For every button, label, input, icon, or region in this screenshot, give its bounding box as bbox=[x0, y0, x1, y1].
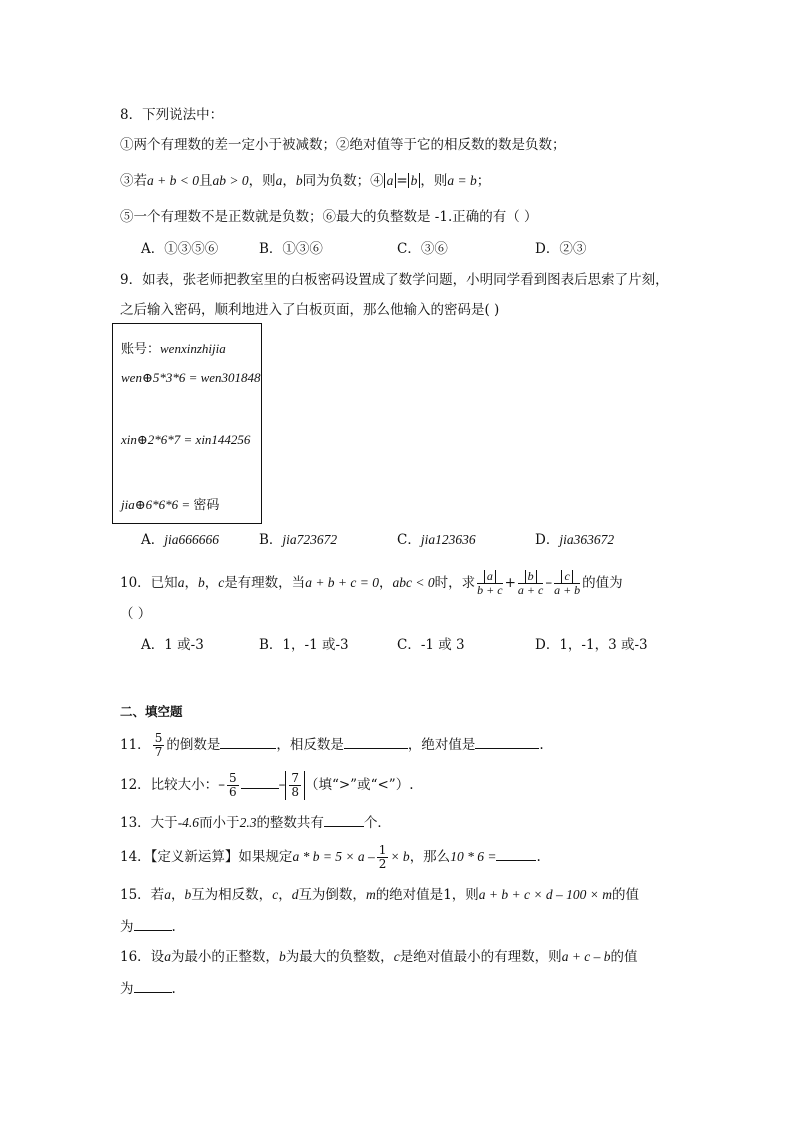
abs-fraction: $\frac{7}{8}$ bbox=[285, 771, 305, 800]
answer-blank[interactable] bbox=[134, 980, 172, 993]
q11: 11． $\frac{5}{7}$ 的倒数是 ，相反数是 ，绝对值是 . bbox=[120, 731, 544, 759]
q8-option-a[interactable]: A．①③⑤⑥ bbox=[141, 241, 219, 257]
q8-statement-line3: ⑤一个有理数不是正数就是负数；⑥最大的负整数是 -1.正确的有（ ） bbox=[120, 209, 538, 225]
q10-option-d[interactable]: D．1，-1，3 或-3 bbox=[535, 637, 648, 653]
answer-blank[interactable] bbox=[134, 918, 172, 931]
fraction-abs-b: $\frac{b}{a + c}$ bbox=[517, 569, 544, 597]
q9-line2: 之后输入密码，顺利地进入了白板页面，那么他输入的密码是( ) bbox=[120, 302, 500, 318]
example-row-2: xin⊕2*6*7 = xin144256 bbox=[121, 432, 251, 447]
abs-b: b bbox=[408, 173, 421, 188]
q10-option-b[interactable]: B．1，-1 或-3 bbox=[259, 637, 349, 653]
answer-blank[interactable] bbox=[241, 776, 279, 789]
q9-option-b[interactable]: B．jia723672 bbox=[259, 532, 338, 548]
q8-option-d[interactable]: D．②③ bbox=[535, 241, 587, 257]
example-row-1: wen⊕5*3*6 = wen301848 bbox=[121, 370, 261, 385]
fraction-abs-a: $\frac{a}{b + c}$ bbox=[477, 569, 503, 597]
password-table bbox=[112, 323, 262, 524]
q8-stem: 8．下列说法中： bbox=[120, 107, 224, 123]
fraction-1-2: $\frac{1}{2}$ bbox=[378, 843, 387, 871]
q15-line2: 为 . bbox=[120, 919, 176, 935]
answer-blank[interactable] bbox=[220, 736, 276, 749]
fraction-5-6: $\frac{5}{6}$ bbox=[228, 771, 237, 799]
answer-blank[interactable] bbox=[324, 814, 364, 827]
q16-line2: 为 . bbox=[120, 981, 176, 997]
q16-line1: 16．设a为最小的正整数，b为最大的负整数，c是绝对值最小的有理数，则a + c – b的值 bbox=[120, 949, 638, 965]
q8-condition1: a + b < 0 bbox=[147, 173, 199, 188]
q9-option-c[interactable]: C．jia123636 bbox=[397, 532, 476, 548]
answer-blank[interactable] bbox=[475, 736, 539, 749]
q14: 14．【定义新运算】如果规定a * b = 5 × a – $\frac{1}{2}$ × b，那么10 * 6 = . bbox=[120, 843, 541, 871]
q10-option-a[interactable]: A．1 或-3 bbox=[141, 637, 204, 653]
q8-statement-line2: ③若a + b < 0且ab > 0，则a，b同为负数；④ a = b ，则a = b； bbox=[120, 173, 491, 189]
abs-a: a bbox=[384, 173, 397, 188]
fraction-abs-c: $\frac{c}{a + b}$ bbox=[554, 569, 581, 597]
q8-option-c[interactable]: C．③⑥ bbox=[397, 241, 448, 257]
fraction-5-7: $\frac{5}{7}$ bbox=[154, 731, 163, 759]
q9-line1: 9．如表，张老师把教室里的白板密码设置成了数学问题，小明同学看到图表后思索了片刻， bbox=[120, 272, 669, 288]
password-row: jia⊕6*6*6 = 密码 bbox=[121, 497, 220, 513]
q12: 12．比较大小：– $\frac{5}{6}$ – $\frac{7}{8}$ （填“>”或“<”）. bbox=[120, 771, 414, 799]
q15-line1: 15．若a，b互为相反数，c，d互为倒数，m的绝对值是1，则a + b + c × d – 100 × m的值 bbox=[120, 887, 639, 903]
q9-option-a[interactable]: A．jia666666 bbox=[141, 532, 220, 548]
answer-blank[interactable] bbox=[496, 848, 536, 861]
q9-option-d[interactable]: D．jia363672 bbox=[535, 532, 615, 548]
q8-condition2: ab > 0 bbox=[212, 173, 249, 188]
q8-option-b[interactable]: B．①③⑥ bbox=[259, 241, 323, 257]
answer-blank[interactable] bbox=[344, 736, 408, 749]
q8-statement-line1: ①两个有理数的差一定小于被减数；②绝对值等于它的相反数的数是负数； bbox=[120, 137, 566, 153]
account-row: 账号：wenxinzhijia bbox=[121, 341, 226, 357]
q10-line1: 10．已知a，b，c是有理数，当a + b + c = 0，abc < 0时，求 $\frac{a}{b + c}$ + $\frac{b}{a + c}$ – $\frac{c}{a + b}$ 的值为 bbox=[120, 569, 623, 597]
section-heading: 二、填空题 bbox=[120, 704, 183, 719]
q10-option-c[interactable]: C．-1 或 3 bbox=[397, 637, 465, 653]
q13: 13．大于-4.6而小于2.3的整数共有 个． bbox=[120, 815, 391, 831]
q10-line2: （ ） bbox=[120, 606, 152, 622]
